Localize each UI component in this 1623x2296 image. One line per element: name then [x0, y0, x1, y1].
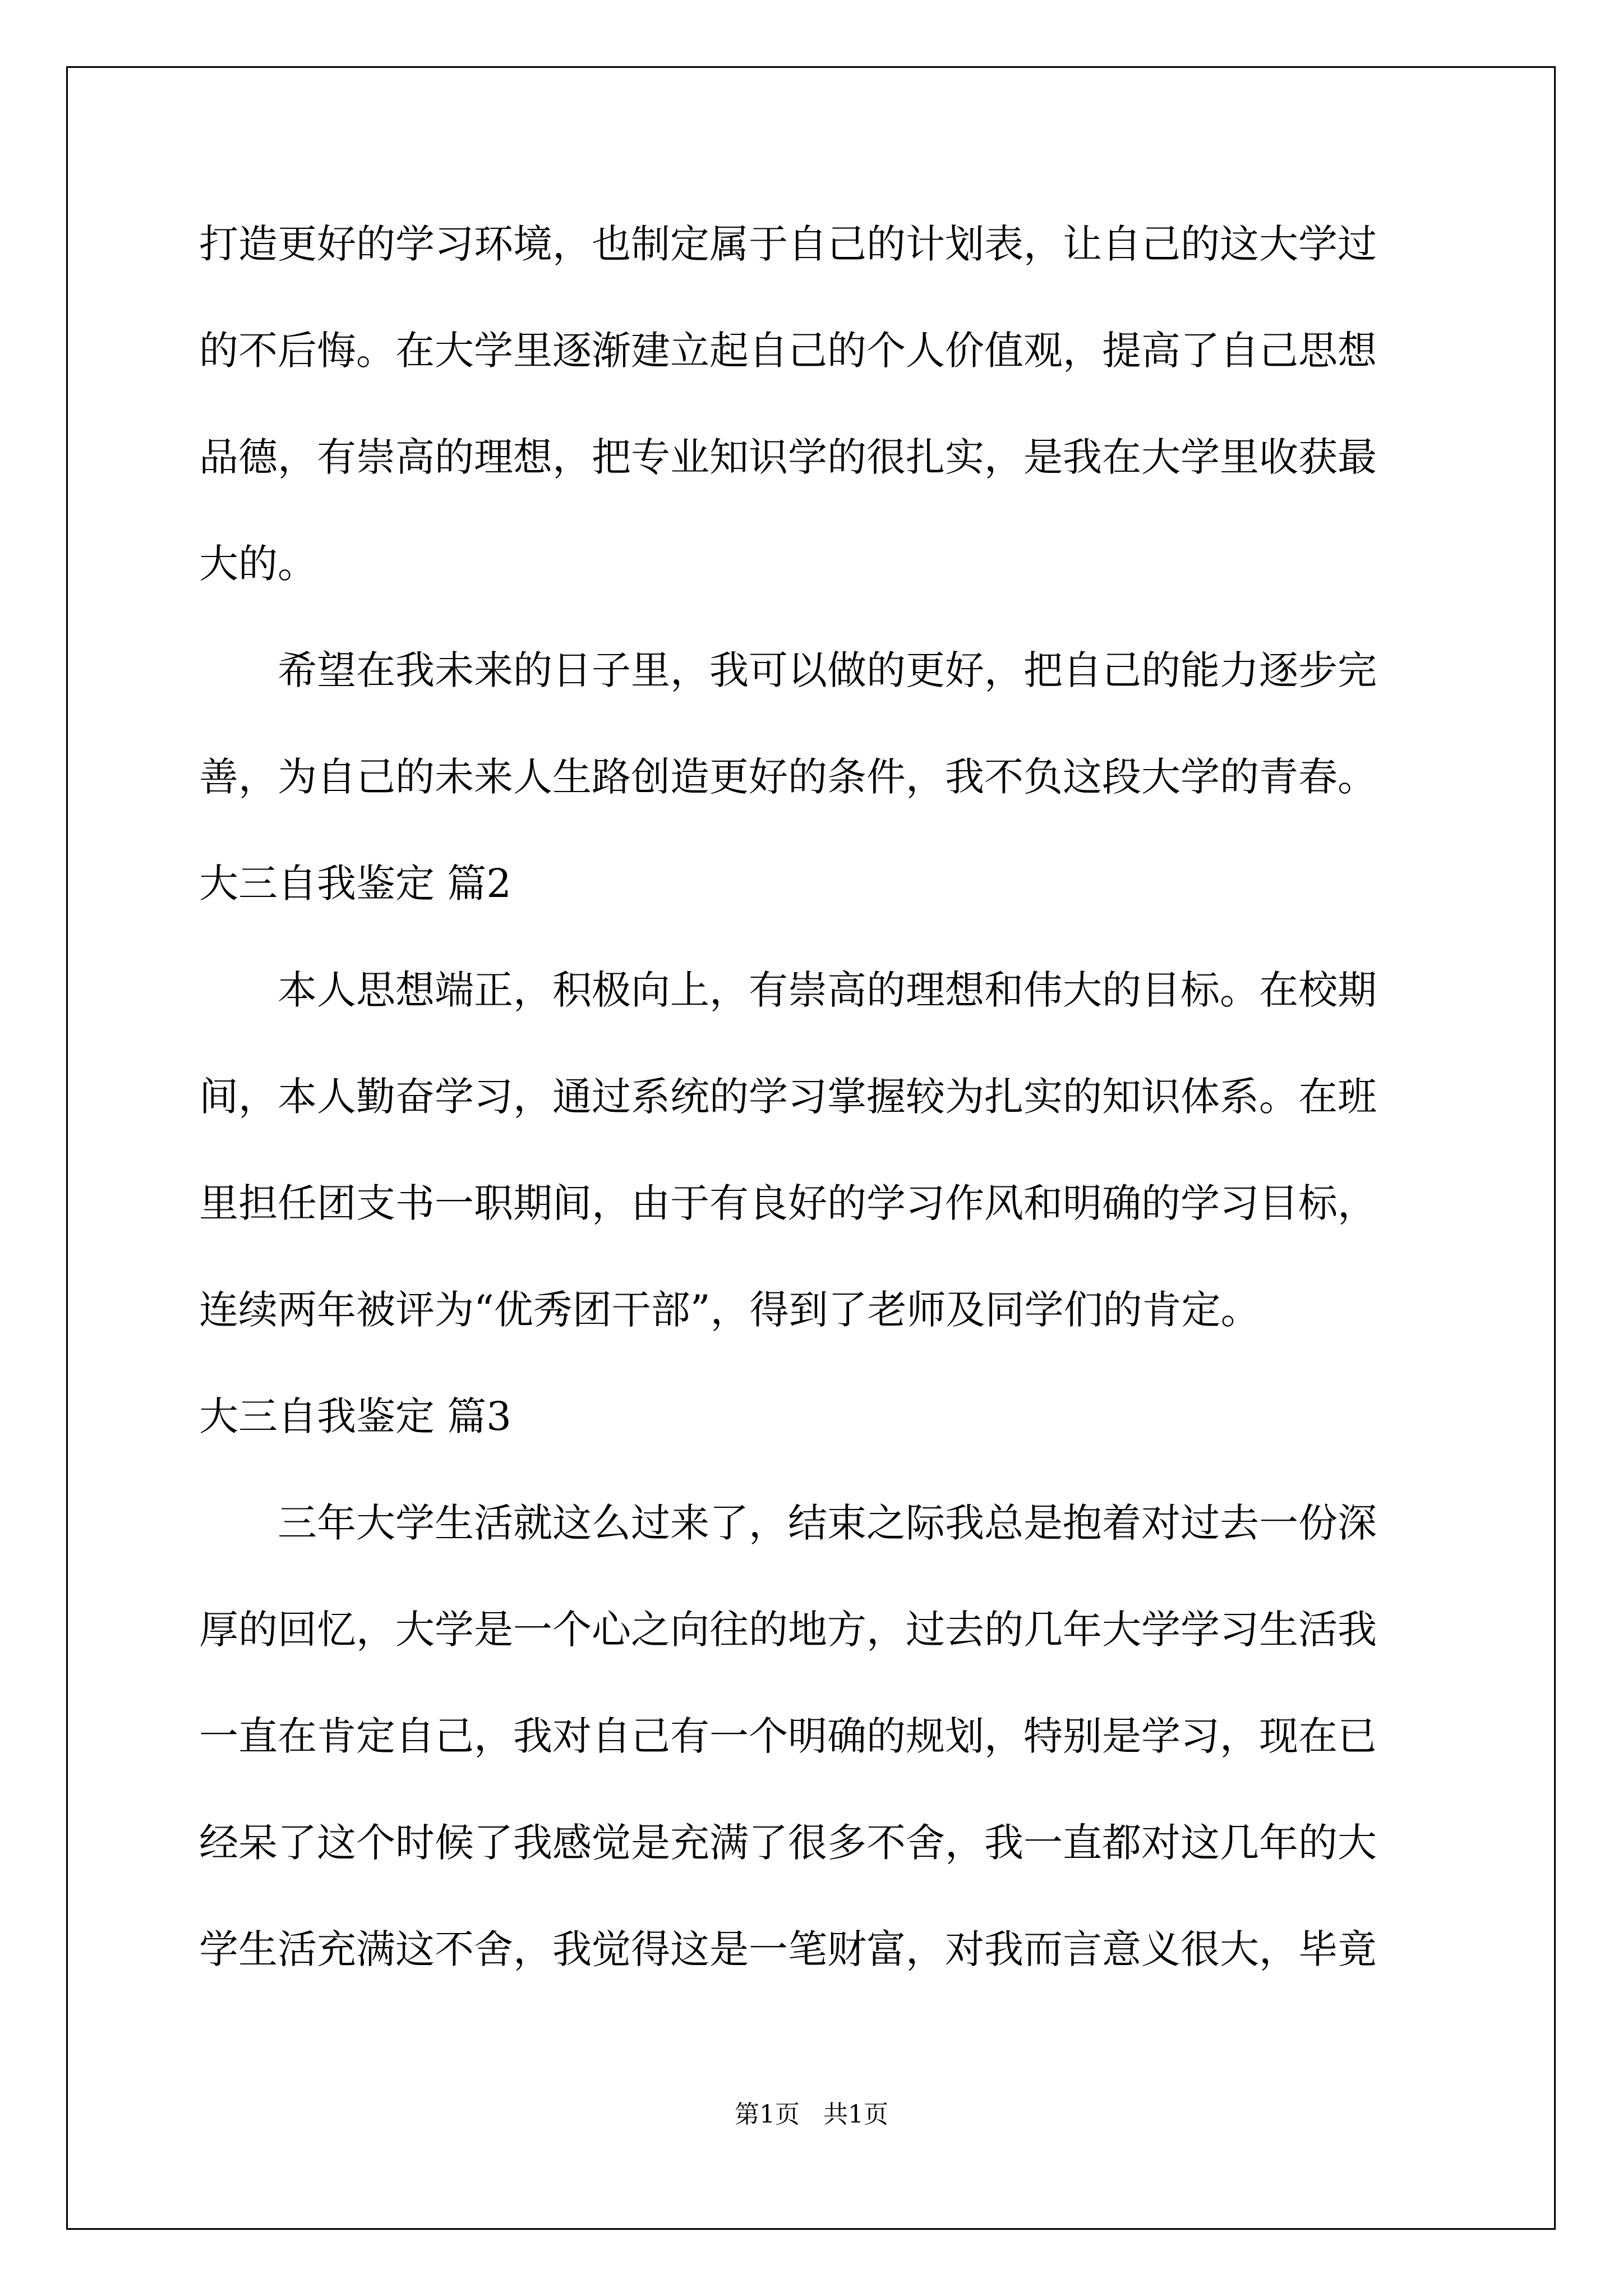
text-line-8: 本人思想端正，积极向上，有崇高的理想和伟大的目标。在校期	[278, 967, 1377, 1013]
text-line-15: 一直在肯定自己，我对自己有一个明确的规划，特别是学习，现在已	[199, 1713, 1377, 1759]
document-body	[199, 221, 1433, 2036]
text-line-10: 里担任团支书一职期间，由于有良好的学习作风和明确的学习目标，	[199, 1180, 1377, 1226]
text-line-9: 间，本人勤奋学习，通过系统的学习掌握较为扎实的知识体系。在班	[199, 1074, 1377, 1120]
text-line-4: 大的。	[199, 541, 317, 587]
text-line-1: 打造更好的学习环境，也制定属于自己的计划表，让自己的这大学过	[199, 221, 1377, 267]
text-line-3: 品德，有崇高的理想，把专业知识学的很扎实，是我在大学里收获最	[199, 434, 1377, 480]
text-line-16: 经呆了这个时候了我感觉是充满了很多不舍，我一直都对这几年的大	[199, 1820, 1377, 1866]
text-line-6: 善，为自己的未来人生路创造更好的条件，我不负这段大学的青春。	[199, 754, 1377, 800]
text-line-11: 连续两年被评为“优秀团干部”，得到了老师及同学们的肯定。	[199, 1287, 1260, 1333]
text-line-5: 希望在我未来的日子里，我可以做的更好，把自己的能力逐步完	[278, 647, 1377, 693]
text-line-14: 厚的回忆，大学是一个心之向往的地方，过去的几年大学学习生活我	[199, 1607, 1377, 1653]
section-heading-3: 大三自我鉴定 篇3	[199, 1393, 511, 1439]
text-line-17: 学生活充满这不舍，我觉得这是一笔财富，对我而言意义很大，毕竟	[199, 1926, 1377, 1972]
text-line-13: 三年大学生活就这么过来了，结束之际我总是抱着对过去一份深	[278, 1500, 1377, 1546]
section-heading-2: 大三自我鉴定 篇2	[199, 861, 511, 907]
text-line-2: 的不后悔。在大学里逐渐建立起自己的个人价值观，提高了自己思想	[199, 328, 1377, 374]
page-number-footer: 第1页 共1页	[735, 2100, 888, 2129]
